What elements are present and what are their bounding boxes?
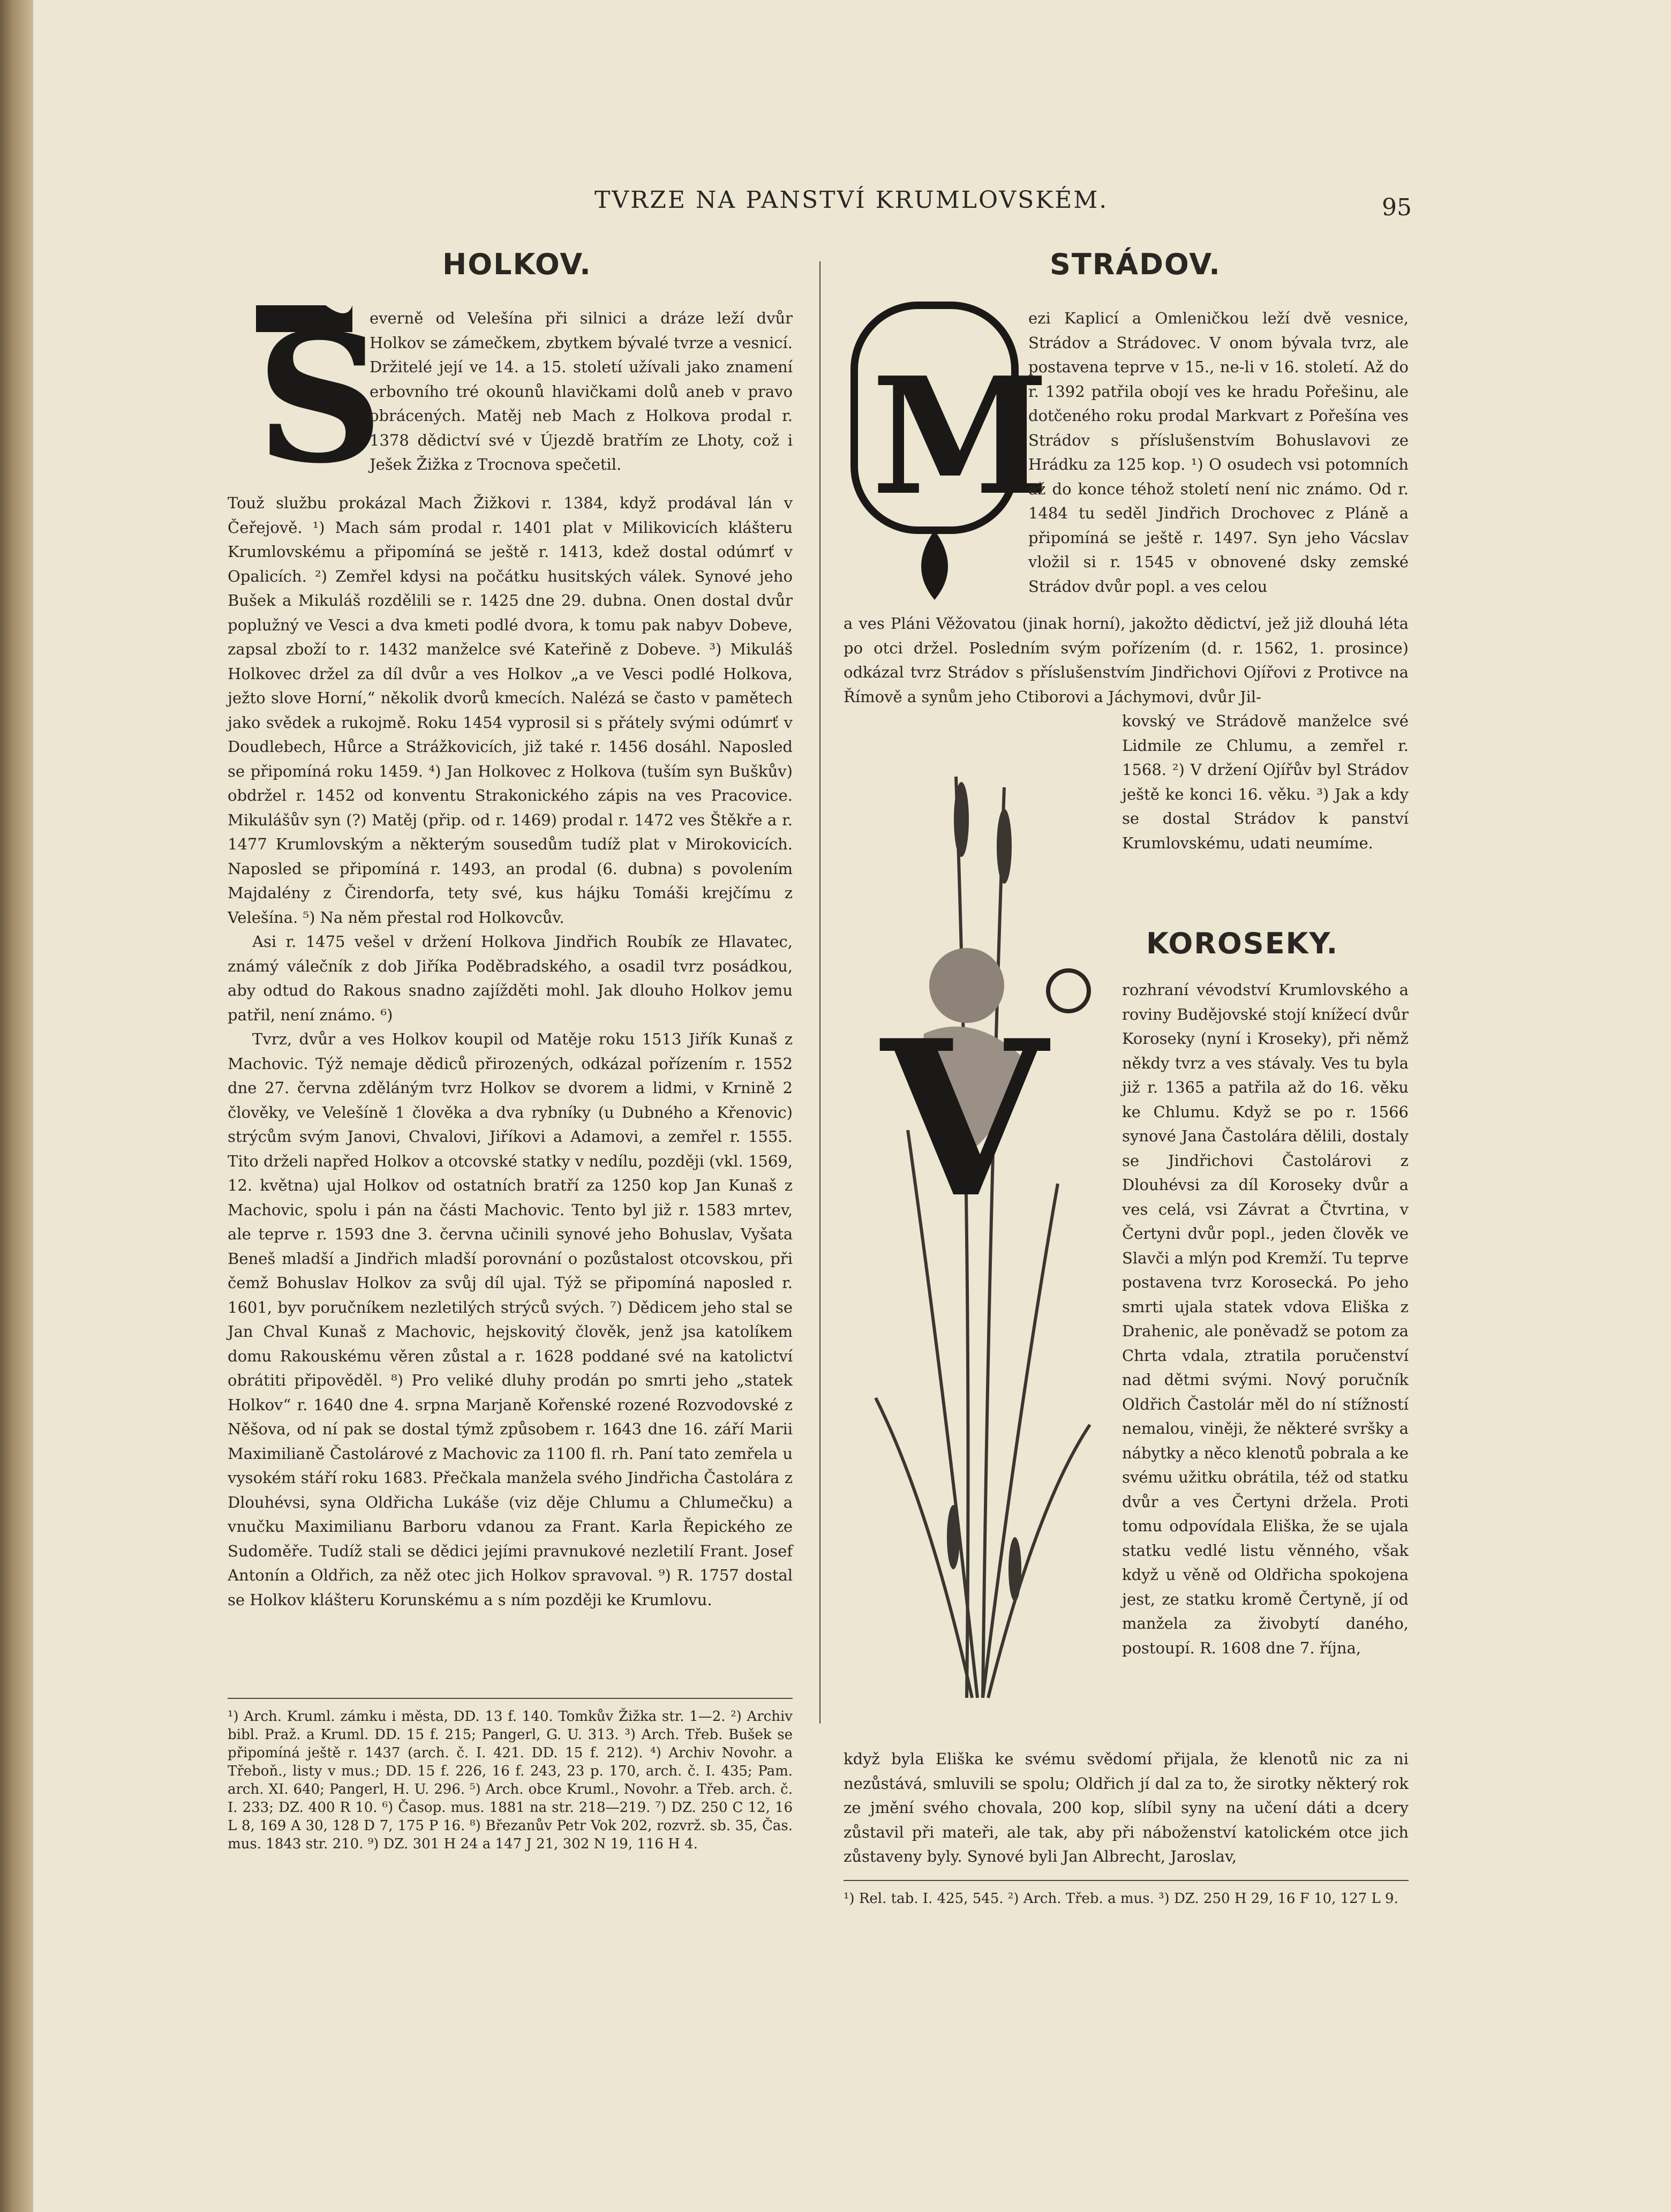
holkov-dropcap [245,295,384,502]
holkov-body [228,491,793,1612]
holkov-paragraph-1: Touž službu prokázal Mach Žižkovi r. 1384, když prodával lán v Čeřejově. ¹) Mach sám prodal r. 1401 plat v Milikovicích klášteru Krumlovskému a připomíná se ještě r. 1413, kdež dostal odúmrť v Opalicích. ²) Zemřel kdysi na počátku husitských válek. Synové jeho Bušek a Mikuláš rozdělili se r. 1425 dne 29. dubna. Onen dostal dvůr poplužný ve Vesci a dva kmeti podlé dvora, k tomu pak nabyv Dobeve, zapsal zboží to r. 1432 manželce své Kateřině z Dobeve. ³) Mikuláš Holkovec držel za díl dvůr a ves Holkov „a ve Vesci podlé Holkova, ježto slove Horní,“ několik dvorů kmecích. Nalézá se často v pamětech jako svědek a rukojmě. Roku 1454 vyprosil si s přátely svými odúmrť v Doudlebech, Hůrce a Strážkovicích, již také r. 1456 dosáhl. Naposled se připomíná roku 1459. ⁴) Jan Holkovec z Holkova (tuším syn Buškův) obdržel r. 1452 od konventu Strakonického zápis na ves Pracovice. Mikulášův syn (?) Matěj (přip. od r. 1469) prodal r. 1472 ves Štěkře a r. 1477 Krumlovským a některým sousedům tudíž plat v Mirokovicích. Naposled se připomíná r. 1493, an prodal (6. dubna) s povolením Majdalény z Čirendorfa, tety své, kus hájku Tomáši krejčímu z Velešína. ⁵) Na něm přestal rod Holkovcův. [228,494,793,927]
koroseky-footnotes: ¹) Rel. tab. I. 425, 545. ²) Arch. Třeb. a mus. ³) DZ. 250 H 29, 16 F 10, 127 L 9. [844,1891,1398,1907]
holkov-paragraph-3: Tvrz, dvůr a ves Holkov koupil od Matěje roku 1513 Jiřík Kunaš z Machovic. Týž nemaje dědiců přirozených, odkázal pořízením r. 1552 dne 27. června zděláným tvrz Holkov se dvorem a lidmi, v Krnině 2 člověky, ve Velešíně 1 člověka a dva rybníky (u Dubného a Křenovic) strýcům svým Janovi, Chvalovi, Jiříkovi a Adamovi, a zemřel r. 1555. Tito drželi napřed Holkov a otcovské statky v nedílu, později (vkl. 1569, 12. května) ujal Holkov od ostatních bratří za 1250 kop Jan Kunaš z Machovic, spolu i pán na části Machovic. Tento byl již r. 1583 mrtev, ale teprve r. 1593 dne 3. června učinili synové jeho Bohuslav, Vyšata Beneš mladší a Jindřich mladší porovnání o pozůstalost otcovskou, při čemž Bohuslav Holkov za svůj díl ujal. Týž se připomíná naposled r. 1601, byv poručníkem nezletilých strýců svých. ⁷) Dědicem jeho stal se Jan Chval Kunaš z Machovic, hejskovitý člověk, jenž jsa katolíkem domu Rakouskému věren zůstal a r. 1628 poddané své na katolictví obrátiti připověděl. ⁸) Pro veliké dluhy prodán po smrti jeho „statek Holkov“ r. 1640 dne 4. srpna Marjaně Kořenské rozené Rozvodovské z Něšova, od ní pak se dostal týmž způsobem r. 1643 dne 16. září Marii Maximilianě Častolárové z Machovic za 1100 fl. rh. Paní tato zemřela u vysokém stáří roku 1683. Přečkala manžela svého Jindřicha Častolára z Dlouhévsi, syna Oldřicha Lukáše (viz děje Chlumu a Chlumečku) a vnučku Maximilianu Barboru vdanou za Frant. Karla Řepického ze Sudoměře. Tudíž stali se dědici jejími pravnukové nezletilí Frant. Josef Antonín a Oldřich, za něž otec jich Holkov spravoval. ⁹) R. 1757 dostal se Holkov klášteru Korunskému a s ním později ke Krumlovu. [228,1030,793,1609]
cattail-head [954,782,969,857]
stradov-intro-text: ezi Kaplicí a Omleničkou leží dvě vesnice, Strádov a Strádovec. V onom bývala tvrz, ale postavena teprve v 15., ne-li v 16. století. Až do r. 1392 patřila obojí ves ke hradu Pořešinu, ale dotčeného roku prodal Markvart z Pořešína ves Strádov s příslušenstvím Bohuslavovi ze Hrádku za 125 kop. ¹) O osudech vsi potomních až do konce téhož století není nic známo. Od r. 1484 tu seděl Jindřich Drochovec z Pláně a připomíná se ještě r. 1497. Syn jeho Vácslav vložil si r. 1545 v obnovené dsky zemské Strádov dvůr popl. a ves celou [1028,309,1409,596]
cattail-head [997,809,1012,884]
cattail-head [947,1505,960,1569]
stradov-initial-letter: M [871,342,1050,531]
wreath-icon [1048,970,1089,1011]
koroseky-illustration [844,755,1117,1725]
page-number: 95 [1382,194,1412,221]
stradov-heading: STRÁDOV. [1050,247,1221,281]
stradov-dropcap [844,289,1050,605]
koroseky-intro-text: rozhraní vévodství Krumlovského a roviny Budějovské stojí knížecí dvůr Koroseky (nyní i Kroseky), při němž někdy tvrz a ves stávaly. Ves tu byla již r. 1365 a patřila až do 16. věku ke Chlumu. Když se po r. 1566 synové Jana Častolára dělili, dostaly se Jindřichovi Častolárovi z Dlouhévsi za díl Koroseky dvůr a ves celá, vsi Závrat a Čtvrtina, v Čertyni dvůr popl., jeden člověk ve Slavči a mlýn pod Kremží. Tu teprve postavena tvrz Korosecká. Po jeho smrti ujala statek vdova Eliška z Drahenic, ale poněvadž se potom za Chrta vdala, ztratila poručenství nad dětmi svými. Nový poručník Oldřich Častolár měl do ní stížností nemalou, viněji, že některé svršky a nábytky a něco klenotů pobrala a ke svému užitku obrátila, též od statku dvůr a ves Čertyni držela. Proti tomu odpovídala Eliška, že se ujala statku vedlé listu věnného, však když u věně od Oldřicha spokojena jest, ze statku kromě Čertyně, jí od manžela za živobytí daného, postoupí. R. 1608 dne 7. října, [1122,981,1409,1657]
stradov-tail-text: kovský ve Strádově manželce své Lidmile ze Chlumu, a zemřel r. 1568. ²) V držení Ojířův byl Strádov ještě ke konci 16. věku. ³) Jak a kdy se dostal Strádov k panství Krumlovskému, udati neumíme. [1122,712,1409,852]
holkov-intro-text: everně od Velešína při silnici a dráze leží dvůr Holkov se zámečkem, zbytkem bývalé tvrze a vesnicí. Držitelé její ve 14. a 15. století užívali jako znamení erbovního tré okounů hlavičkami dolů aneb v pravo obrácených. Matěj neb Mach z Holkova prodal r. 1378 dědictví své v Újezdě bratřím ze Lhoty, což i Ješek Žižka z Trocnova spečetil. [370,309,793,473]
stradov-dropcap-ornament [844,289,1050,605]
koroseky-footnote-rule [844,1880,1409,1881]
koroseky-heading: KOROSEKY. [1146,927,1339,960]
koroseky-initial-letter: V [881,994,1048,1245]
ornament-tail [921,530,948,600]
cattail-head [1008,1537,1021,1601]
reeds-cherub-illustration [844,755,1117,1725]
holkov-heading: HOLKOV. [442,247,592,281]
holkov-paragraph-2: Asi r. 1475 vešel v držení Holkova Jindřich Roubík ze Hlavatec, známý válečník z dob Jiříka Poděbradského, a osadil tvrz posádkou, aby odtud do Rakous snadno zajížděti mohl. Jak dlouho Holkov jemu patřil, není známo. ⁶) [228,932,793,1024]
stradov-wide-text: a ves Pláni Věžovatou (jinak horní), jakožto dědictví, jež již dlouhá léta po otci držel. Posledním svým pořízením (d. r. 1562, 1. prosince) odkázal tvrz Strádov s příslušenstvím Jindřichovi Ojířovi z Protivce na Římově a synům jeho Ctiborovi a Jáchymovi, dvůr Jil- [844,614,1409,706]
holkov-footnotes: ¹) Arch. Kruml. zámku i města, DD. 13 f. 140. Tomkův Žižka str. 1—2. ²) Archiv bibl. Praž. a Kruml. DD. 15 f. 215; Pangerl, G. U. 313. ³) Arch. Třeb. Bušek se připomíná ještě r. 1437 (arch. č. I. 421. DD. 15 f. 212). ⁴) Archiv Novohr. a Třeboň., listy v mus.; DD. 15 f. 226, 16 f. 243, 23 p. 170, arch. č. I. 435; Pam. arch. XI. 640; Pangerl, H. U. 296. ⁵) Arch. obce Kruml., Novohr. a Třeb. arch. č. I. 233; DZ. 400 R 10. ⁶) Časop. mus. 1881 na str. 218—219. ⁷) DZ. 250 C 12, 16 L 8, 169 A 30, 128 D 7, 175 P 16. ⁸) Březanův Petr Vok 202, rozvrž. sb. 35, Čas. mus. 1843 str. 210. ⁹) DZ. 301 H 24 a 147 J 21, 302 N 19, 116 H 4. [228,1709,793,1852]
holkov-footnote-rule [228,1698,793,1699]
running-head: TVRZE NA PANSTVÍ KRUMLOVSKÉM. [594,186,1109,214]
koroseky-wide-text: když byla Eliška ke svému svědomí přijala, že klenotů nic za ni nezůstává, smluvili se spolu; Oldřich jí dal za to, že sirotky některý rok ze jmění svého chovala, 200 kop, slíbil syny na učení dáti a dcery zůstavil při mateři, ale tak, aby při náboženství katolickém otce jich zůstaveny byly. Synové byli Jan Albrecht, Jaroslav, [844,1750,1409,1865]
book-binding [0,0,33,2212]
holkov-initial-letter: S [256,295,384,502]
column-divider [819,261,821,1724]
holkov-dropcap-ornament [245,295,384,502]
